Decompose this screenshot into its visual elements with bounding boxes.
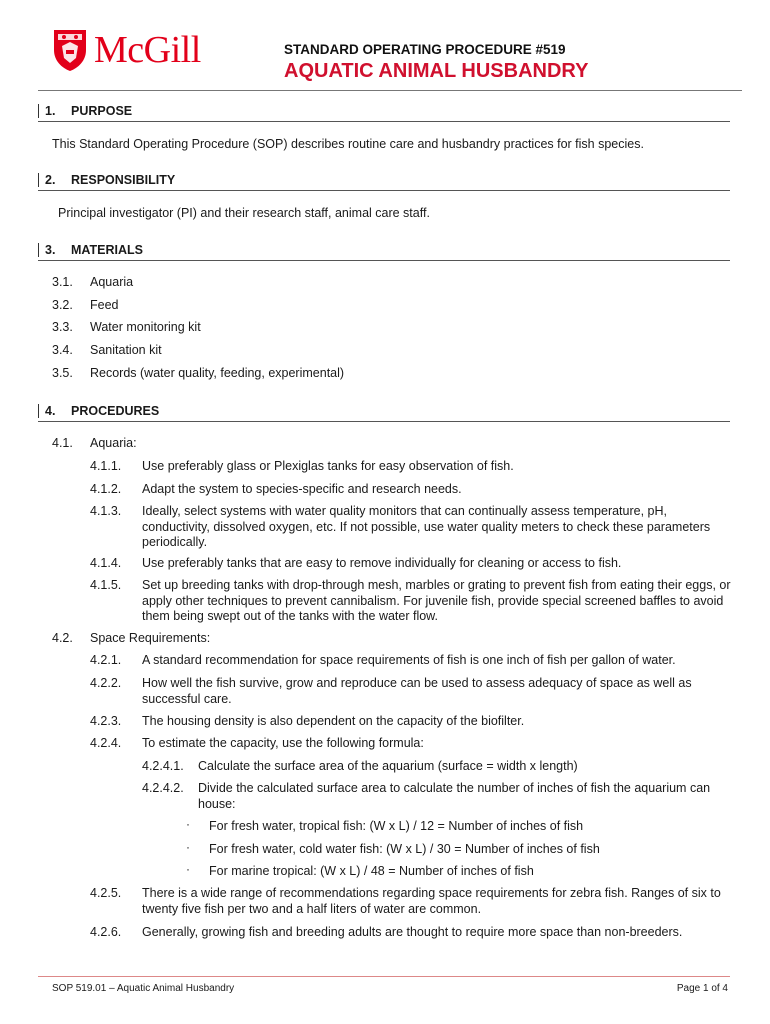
- bullet-text: For fresh water, tropical fish: (W x L) / 12 = Number of inches of fish: [209, 819, 584, 833]
- item-number: 4.1.1.: [90, 459, 122, 473]
- section-number: 4.: [38, 404, 71, 418]
- item-text: Feed: [90, 298, 119, 312]
- item-number: 4.1.2.: [90, 482, 122, 496]
- item-number: 4.2.4.2.: [142, 781, 184, 795]
- bullet-text: For marine tropical: (W x L) / 48 = Number of inches of fish: [209, 864, 534, 878]
- responsibility-text: Principal investigator (PI) and their research staff, animal care staff.: [58, 206, 430, 220]
- section-purpose-heading: [38, 104, 730, 122]
- item-text: Water monitoring kit: [90, 320, 201, 334]
- item-text: Aquaria: [90, 275, 134, 289]
- item-text: Records (water quality, feeding, experimental): [90, 366, 345, 380]
- item-number: 4.2.: [52, 631, 73, 645]
- item-number: 4.1.4.: [90, 556, 122, 570]
- bullet-icon: ·: [186, 817, 190, 831]
- page-number: Page 1 of 4: [676, 983, 728, 994]
- item-text: Space Requirements:: [90, 631, 211, 645]
- item-text: How well the fish survive, grow and reproduce can be used to assess adequacy of space as well as successful care.: [142, 676, 692, 706]
- item-text: Adapt the system to species-specific and research needs.: [142, 482, 462, 496]
- item-number: 4.2.2.: [90, 676, 122, 690]
- item-text: Calculate the surface area of the aquarium (surface = width x length): [198, 759, 578, 773]
- section-title: PROCEDURES: [71, 404, 160, 418]
- item-text: Generally, growing fish and breeding adults are thought to require more space than non-breeders.: [142, 925, 683, 939]
- item-text: Divide the calculated surface area to calculate the number of inches of fish the aquarium can house:: [198, 781, 711, 811]
- mcgill-logo: [52, 28, 222, 72]
- document-title: AQUATIC ANIMAL HUSBANDRY: [284, 60, 589, 82]
- section-number: 1.: [38, 104, 71, 118]
- bullet-icon: ·: [186, 840, 190, 854]
- item-number: 4.2.4.: [90, 736, 122, 750]
- footer-doc-id: SOP 519.01 – Aquatic Animal Husbandry: [52, 983, 235, 994]
- item-number: 4.2.6.: [90, 925, 122, 939]
- item-text: Ideally, select systems with water quality monitors that can continually assess temperature, pH, conductivity, dissolved oxygen, etc. If not possible, use water quality meters to check these parameters periodically.: [142, 504, 711, 549]
- item-text: Sanitation kit: [90, 343, 162, 357]
- item-number: 3.3.: [52, 320, 73, 334]
- section-title: RESPONSIBILITY: [71, 173, 176, 187]
- item-number: 3.5.: [52, 366, 73, 380]
- item-text: A standard recommendation for space requirements of fish is one inch of fish per gallon of water.: [142, 653, 676, 667]
- item-number: 4.2.3.: [90, 714, 122, 728]
- section-title: PURPOSE: [71, 104, 133, 118]
- item-text: Set up breeding tanks with drop-through mesh, marbles or grating to prevent fish from eating their eggs, or apply other techniques to prevent cannibalism. For juvenile fish, provide special screened baffles to avoid them being swept out of the tanks with the water flow.: [142, 578, 731, 623]
- bullet-text: For fresh water, cold water fish: (W x L) / 30 = Number of inches of fish: [209, 842, 600, 856]
- item-text: There is a wide range of recommendations regarding space requirements for zebra fish. Ranges of six to twenty five fish per two and a half liters of water are common.: [142, 886, 721, 916]
- brand-wordmark: McGill: [94, 29, 201, 71]
- item-number: 3.4.: [52, 343, 73, 357]
- item-number: 4.1.: [52, 436, 73, 450]
- section-number: 3.: [38, 243, 71, 257]
- item-number: 4.1.3.: [90, 504, 122, 518]
- section-title: MATERIALS: [71, 243, 143, 257]
- section-number: 2.: [38, 173, 71, 187]
- item-text: To estimate the capacity, use the following formula:: [142, 736, 424, 750]
- item-text: Aquaria:: [90, 436, 137, 450]
- mcgill-crest-icon: [52, 28, 88, 72]
- section-procedures-heading: [38, 404, 730, 422]
- item-number: 4.2.1.: [90, 653, 122, 667]
- footer-divider: [38, 976, 730, 977]
- item-text: Use preferably glass or Plexiglas tanks for easy observation of fish.: [142, 459, 514, 473]
- section-responsibility-heading: [38, 173, 730, 191]
- item-number: 3.1.: [52, 275, 73, 289]
- item-number: 4.1.5.: [90, 578, 122, 592]
- header-divider: [38, 90, 742, 91]
- item-number: 3.2.: [52, 298, 73, 312]
- sop-number: STANDARD OPERATING PROCEDURE #519: [284, 42, 566, 57]
- item-text: The housing density is also dependent on the capacity of the biofilter.: [142, 714, 525, 728]
- bullet-icon: ·: [186, 862, 190, 876]
- item-number: 4.2.5.: [90, 886, 122, 900]
- purpose-text: This Standard Operating Procedure (SOP) describes routine care and husbandry practices for fish species.: [52, 137, 644, 151]
- section-materials-heading: [38, 243, 730, 261]
- item-text: Use preferably tanks that are easy to remove individually for cleaning or access to fish.: [142, 556, 622, 570]
- item-number: 4.2.4.1.: [142, 759, 184, 773]
